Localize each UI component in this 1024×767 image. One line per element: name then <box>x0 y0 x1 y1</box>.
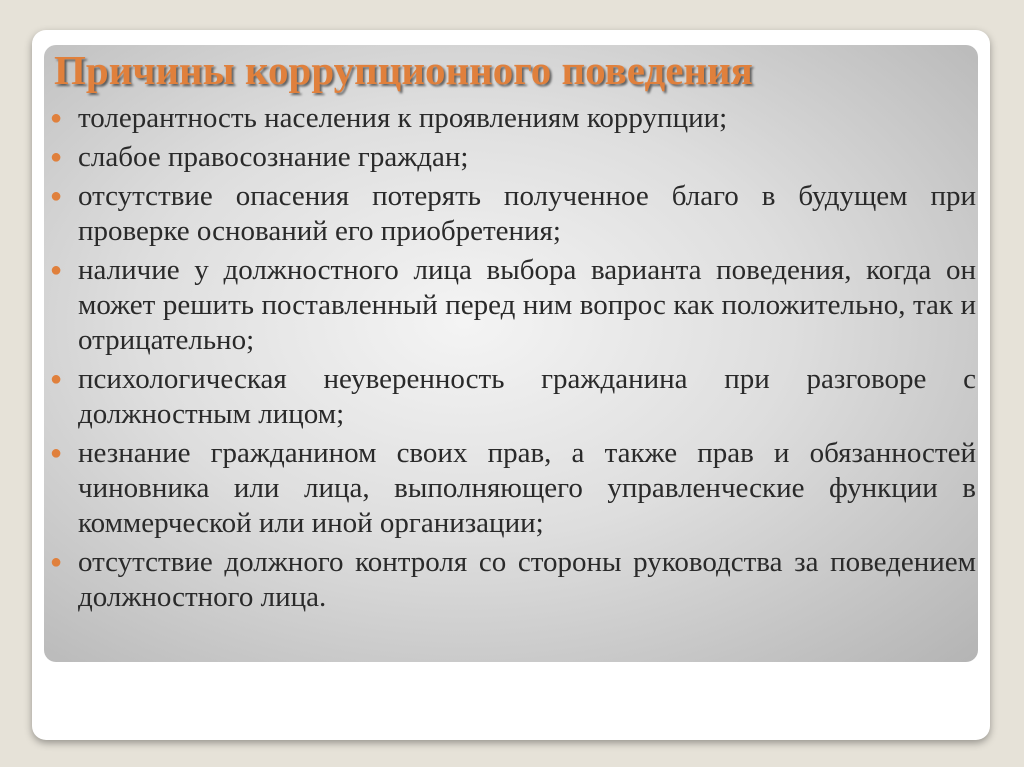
bullet-dot-icon: ● <box>49 551 63 573</box>
bullet-text: наличие у должностного лица выбора варианта поведения, когда он может решить поставленный перед ним вопрос как положительно, так и отрицательно; <box>78 254 976 356</box>
bullet-text: незнание гражданином своих прав, а также прав и обязанностей чиновника или лица, выполняющего управленческие функции в коммерческой или иной организации; <box>78 437 976 539</box>
bullet-text: психологическая неуверенность гражданина при разговоре с должностным лицом; <box>78 363 976 430</box>
bullet-item <box>49 101 976 136</box>
bullet-text: отсутствие должного контроля со стороны руководства за поведением должностного лица. <box>78 546 976 613</box>
bullet-text: толерантность населения к проявлениям коррупции; <box>78 102 728 134</box>
bullet-item <box>49 179 976 249</box>
bullet-item <box>49 545 976 615</box>
bullet-dot-icon: ● <box>49 185 63 207</box>
bullet-item <box>49 140 976 175</box>
bullet-item <box>49 362 976 432</box>
bullet-dot-icon: ● <box>49 259 63 281</box>
bullet-item <box>49 436 976 541</box>
bullet-item <box>49 253 976 358</box>
slide-title: Причины коррупционного поведения <box>54 47 753 93</box>
bullet-dot-icon: ● <box>49 368 63 390</box>
bullet-dot-icon: ● <box>49 107 63 129</box>
bullet-dot-icon: ● <box>49 442 63 464</box>
bullet-dot-icon: ● <box>49 146 63 168</box>
bullet-text: слабое правосознание граждан; <box>78 141 469 173</box>
bullet-text: отсутствие опасения потерять полученное благо в будущем при проверке оснований его приобретения; <box>78 180 976 247</box>
bullet-list <box>49 101 976 619</box>
